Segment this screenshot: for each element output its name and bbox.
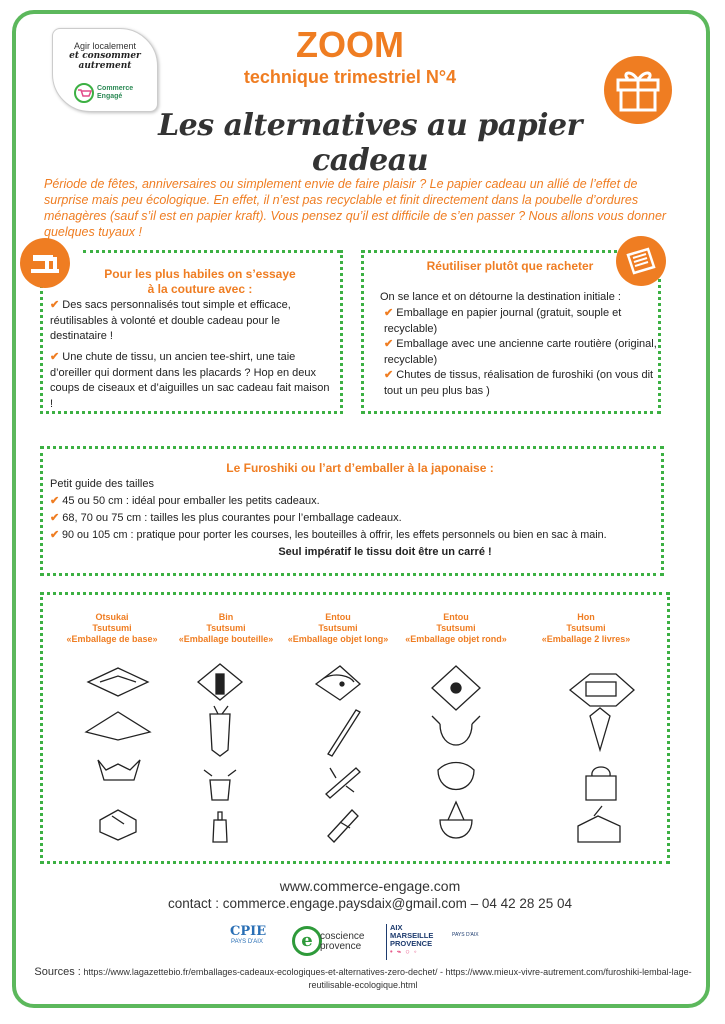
hon-step-3 (586, 767, 616, 800)
check-icon: ✔ (384, 307, 394, 319)
contact-line: contact : commerce.engage.paysdaix@gmail.com – 04 42 28 25 04 (168, 896, 572, 911)
furoshiki-size-3: ✔ 90 ou 105 cm : pratique pour porter les courses, les bouteilles à offrir, les effets personnels ou bien en sac à main. (50, 529, 607, 541)
bin-step-1 (198, 664, 242, 700)
sewing-machine-icon (20, 238, 70, 288)
main-heading: Les alternatives au papier cadeau (158, 108, 582, 178)
reutiliser-item-2: ✔ Emballage avec une ancienne carte routière (original, recyclable) (384, 338, 657, 366)
technique-entou-long: Entou Tsutsumi «Emballage objet long» (287, 612, 389, 644)
check-icon: ✔ (50, 299, 60, 311)
page-title: ZOOM (296, 24, 404, 65)
furoshiki-title: Le Furoshiki ou l’art d’emballer à la japonaise : (226, 461, 494, 475)
hon-step-2 (590, 708, 610, 750)
couture-item-2: ✔ Une chute de tissu, un ancien tee-shirt, une taie d’oreiller qui dorment dans les placards ? Hop en deux coups de ciseaux et d’aiguilles un sac cadeau fait maison ! (50, 351, 330, 410)
entou-long-step-2 (328, 710, 360, 756)
sources-links[interactable]: https://www.lagazettebio.fr/emballages-cadeaux-ecologiques-et-alternatives-zero-dechet/ - https://www.mieux-vivre-autrement.com/furoshiki-lembal-lage-reutilisable-ecologique.html (83, 967, 692, 990)
technique-hon: Hon Tsutsumi «Emballage 2 livres» (541, 612, 631, 644)
cart-icon (73, 83, 95, 103)
entou-rond-step-1 (432, 666, 480, 710)
technique-entou-rond: Entou Tsutsumi «Emballage objet rond» (405, 612, 507, 644)
check-icon: ✔ (50, 351, 60, 363)
pays-daix-logo: PAYS D'AIX (452, 932, 479, 938)
reutiliser-lead: On se lance et on détourne la destination initiale : (380, 291, 621, 303)
ecoscience-logo: e coscience provence (292, 926, 372, 958)
furoshiki-lead: Petit guide des tailles (50, 478, 154, 490)
reutiliser-title: Réutiliser plutôt que racheter (426, 259, 594, 273)
entou-rond-step-4 (440, 802, 472, 838)
bin-step-2 (210, 706, 230, 756)
sources-block: Sources : https://www.lagazettebio.fr/emballages-cadeaux-ecologiques-et-alternatives-zero-dechet/ - https://www.mieux-vivre-autrement.com/furoshiki-lembal-lage-reutilisable-ecologique.html (34, 966, 692, 990)
technique-bin: Bin Tsutsumi «Emballage bouteille» (178, 612, 274, 644)
check-icon: ✔ (384, 369, 394, 381)
hon-step-4 (578, 806, 620, 842)
otsukai-step-2 (86, 712, 150, 740)
aix-marseille-provence-logo: AIX MARSEILLE PROVENCE • ⌁ ○ ◦ (386, 924, 444, 960)
couture-item-1: ✔ Des sacs personnalisés tout simple et efficace, réutilisables à volonté et double cadeau pour le destinataire ! (50, 299, 291, 342)
amp-dots: • ⌁ ○ ◦ (390, 947, 418, 956)
e-mark: e (292, 926, 322, 956)
otsukai-step-3 (98, 760, 140, 780)
reutiliser-item-3: ✔ Chutes de tissus, réalisation de furoshiki (on vous dit tout un peu plus bas ) (384, 369, 654, 397)
technique-otsukai: Otsukai Tsutsumi «Emballage de base» (66, 612, 158, 644)
newspaper-icon (616, 236, 666, 286)
check-icon: ✔ (50, 495, 60, 507)
cpie-logo: CPIE PAYS D'AIX (230, 924, 267, 945)
furoshiki-note: Seul impératif le tissu doit être un carré ! (278, 546, 492, 558)
hon-step-1 (570, 674, 634, 706)
entou-long-step-3 (326, 768, 360, 798)
page-subtitle: technique trimestriel N°4 (243, 67, 457, 87)
website-link[interactable]: www.commerce-engage.com (279, 878, 461, 894)
furoshiki-size-2: ✔ 68, 70 ou 75 cm : tailles les plus courantes pour l’emballage cadeaux. (50, 512, 402, 524)
entou-rond-step-3 (438, 763, 474, 790)
check-icon: ✔ (384, 338, 394, 350)
couture-title: Pour les plus habiles on s’essaye à la couture avec : (104, 267, 296, 296)
check-icon: ✔ (50, 529, 60, 541)
bin-step-4 (213, 812, 227, 842)
reutiliser-item-1: ✔ Emballage en papier journal (gratuit, souple et recyclable) (384, 307, 622, 335)
commerce-engage-logo: Agir localement et consommer autrement Commerce Engagé (52, 28, 158, 112)
entou-long-step-4 (328, 810, 358, 842)
otsukai-step-1 (88, 668, 148, 696)
intro-text: Période de fêtes, anniversaires ou simplement envie de faire plaisir ? Le papier cadeau un allié de l’effet de surprise mais peu écologique. En effet, il n’est pas recyclable et finit directement dans la poubelle d’ordures ménagères (sauf s’il est en papier kraft). Vous pensez qu’il est difficile de s’en passer ? Nous allons vous donner quelques tuyaux ! (44, 177, 667, 239)
bin-step-3 (204, 770, 236, 800)
furoshiki-size-1: ✔ 45 ou 50 cm : idéal pour emballer les petits cadeaux. (50, 495, 320, 507)
entou-long-step-1 (316, 666, 360, 700)
check-icon: ✔ (50, 512, 60, 524)
otsukai-step-4 (100, 810, 136, 840)
furoshiki-diagrams (60, 660, 670, 850)
entou-rond-step-2 (432, 716, 480, 745)
